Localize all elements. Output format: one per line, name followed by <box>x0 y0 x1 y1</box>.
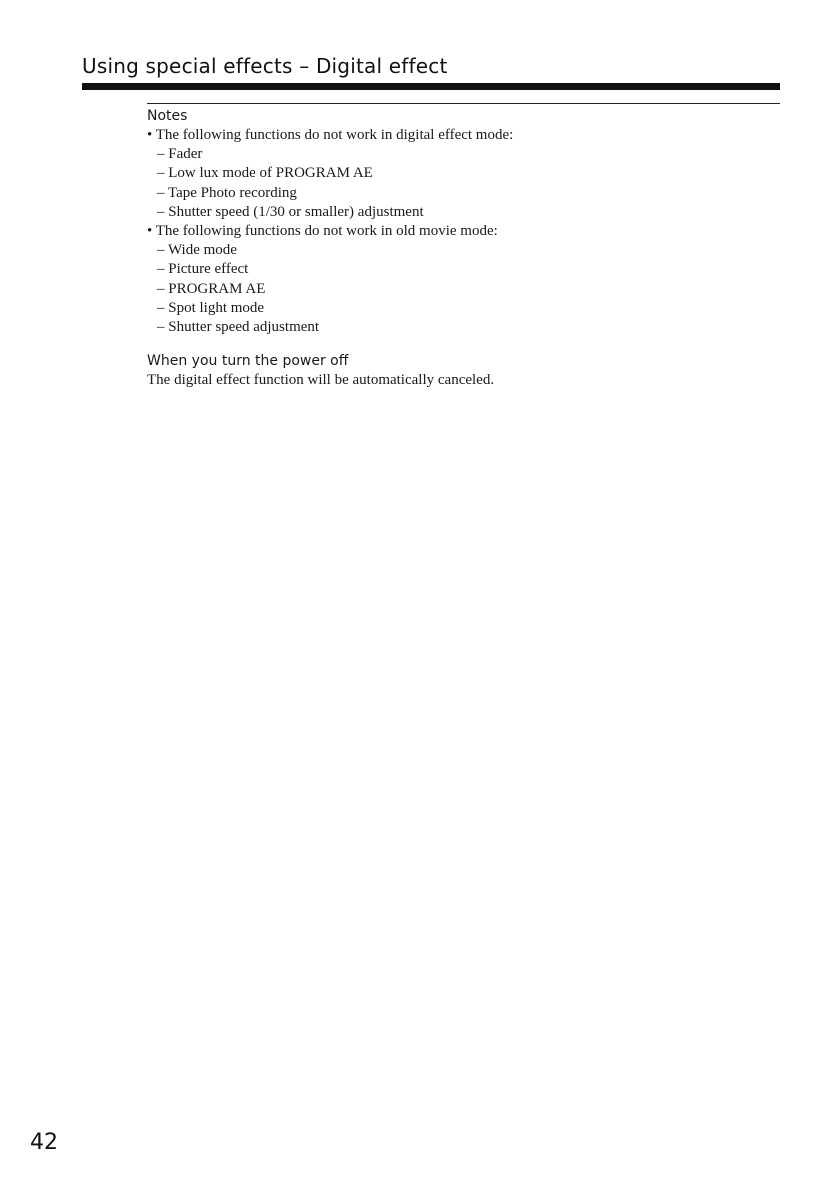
power-off-heading: When you turn the power off <box>147 353 349 369</box>
power-off-text: The digital effect function will be automatically canceled. <box>147 372 495 388</box>
note-item-shutter-speed: – Shutter speed adjustment <box>157 319 320 336</box>
note-item-tape-photo: – Tape Photo recording <box>157 184 297 201</box>
notes-heading: Notes <box>147 108 188 124</box>
note-item-fader: – Fader <box>157 146 203 163</box>
note-bullet-old-movie: • The following functions do not work in old movie mode: <box>147 223 498 240</box>
notes-list <box>147 126 780 337</box>
note-item-spot-light: – Spot light mode <box>157 299 265 316</box>
note-item-picture-effect: – Picture effect <box>157 261 249 278</box>
page-number: 42 <box>30 1130 58 1155</box>
note-item-program-ae: – PROGRAM AE <box>157 280 266 297</box>
page-title: Using special effects – Digital effect <box>82 54 448 78</box>
title-rule <box>82 83 780 90</box>
note-item-shutter-speed-small: – Shutter speed (1/30 or smaller) adjustment <box>157 203 424 220</box>
notes-section <box>147 103 780 337</box>
notes-divider <box>147 103 780 104</box>
power-off-section <box>147 352 780 390</box>
note-bullet-digital-effect: • The following functions do not work in digital effect mode: <box>147 127 514 143</box>
page-header <box>82 52 780 90</box>
note-item-low-lux: – Low lux mode of PROGRAM AE <box>157 165 373 182</box>
note-item-wide-mode: – Wide mode <box>157 242 237 259</box>
